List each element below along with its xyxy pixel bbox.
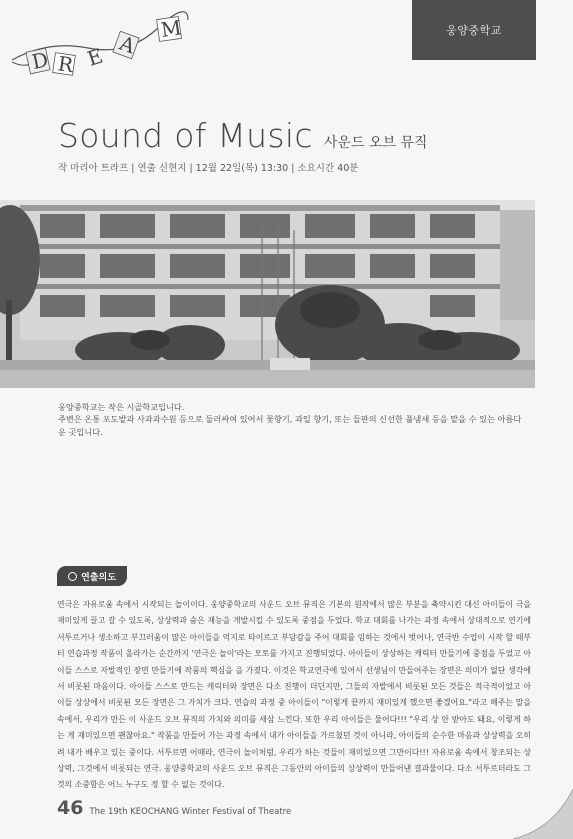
footer-festival-title: The 19th KEOCHANG Winter Festival of Theatre xyxy=(89,807,292,817)
description-line-1: 웅양중학교는 작은 시골학교입니다. xyxy=(58,402,185,412)
svg-text:R: R xyxy=(56,51,75,78)
badge-circle-icon xyxy=(68,572,77,581)
school-description xyxy=(58,401,528,438)
school-name: 웅양중학교 xyxy=(446,24,502,37)
section-badge-directing-intent xyxy=(57,566,127,586)
page-curl-graphic xyxy=(513,789,573,839)
svg-text:M: M xyxy=(159,15,184,42)
directing-intent-text xyxy=(57,597,531,794)
title-korean: 사운드 오브 뮤직 xyxy=(323,135,428,151)
page-title xyxy=(58,116,427,155)
performance-meta: 작 마리아 트라프 | 연출 신현지 | 12월 22일(목) 13:30 | 소요시간 40분 xyxy=(58,163,359,174)
page-number: 46 xyxy=(57,797,84,819)
svg-text:A: A xyxy=(116,30,139,59)
dream-logo-graphic xyxy=(8,10,198,80)
dream-logo xyxy=(8,10,198,80)
school-name-tab xyxy=(412,0,536,60)
page-footer xyxy=(57,797,291,819)
body-paragraph: 연극은 자유로움 속에서 시작되는 놀이이다. 웅양중학교의 사운드 오브 뮤직은 기본의 원작에서 많은 부분을 축약시킨 대신 아이들이 극을 재미있게 끌고 갈 수 있도록, 상상력과 숨은 재능을 개발시킬 수 있도록 중점을 두었다. 학교 대회를 나가는 과정 속에서 상대적으로 연기에 서투르거나 생소하고 부끄러움이 많은 아이들을 억지로 타이르고 부담감을 주어 대회를 임하는 것에서 벗어나, 연극반 수업이 시작 할 때부터 연습과정 작품이 올라가는 순간까지 '연극은 놀이'라는 모토를 가지고 진행되었다. 아이들이 상상하는 캐릭터 만들기에 중점을 두었고 아이들 스스로 자발적인 장면 만들기에 작품의 핵심을 을 가졌다. 이것은 학교연극에 있어서 선생님이 만들어주는 장면은 의미가 없단 생각에서 비롯된 마음이다. 아이들 스스로 만드는 캐릭터와 장면은 다소 진행이 더딘지만, 그들의 자발에서 비롯된 모든 것들은 적극적이었고 아이들 상상에서 비롯된 모든 장면은 그 가치가 크다. 연습의 과정 중 아이들이 "이렇게 끝까지 재미있게 했으면 좋겠어요."라고 해주는 말을 속에서, 우리가 만든 이 사운드 오브 뮤직의 가치와 의미를 새삼 느낀다. 또한 우리 아이들은 물어다!!! "우리 상 안 받아도 돼요, 이렇게 하는 게 재미있으면 괜찮아요." 작품을 만들어 가는 과정 속에서 내가 아이들을 가르쳤던 것이 아니라, 아이들의 순수한 마음과 상상력을 오히려 내가 배우고 있는 중이다. 서투르면 어때라, 연극이 놀이처럼, 우리가 하는 것들이 재미있으면 그만이다!!! 자유로움 속에서 창조되는 상상력, 그것에서 비롯되는 연극. 웅양중학교의 사운드 오브 뮤직은 그동안의 아이들의 상상력이 만들어낸 결과물이다. 다소 서투르더라도 그것의 소중함은 어느 누구도 정 할 수 없는 것이다. xyxy=(57,600,531,790)
school-building-photo xyxy=(0,200,535,388)
svg-text:E: E xyxy=(84,43,106,71)
title-english: Sound of Music xyxy=(58,116,313,155)
description-line-2: 주변은 온통 포도밭과 사과과수원 등으로 둘러싸여 있어서 꽃향기, 과일 향기, 또는 들판의 신선한 풀냄새 등을 맡을 수 있는 아름다운 곳입니다. xyxy=(58,414,522,437)
svg-text:D: D xyxy=(29,47,51,74)
section-badge-label: 연출의도 xyxy=(81,572,116,583)
